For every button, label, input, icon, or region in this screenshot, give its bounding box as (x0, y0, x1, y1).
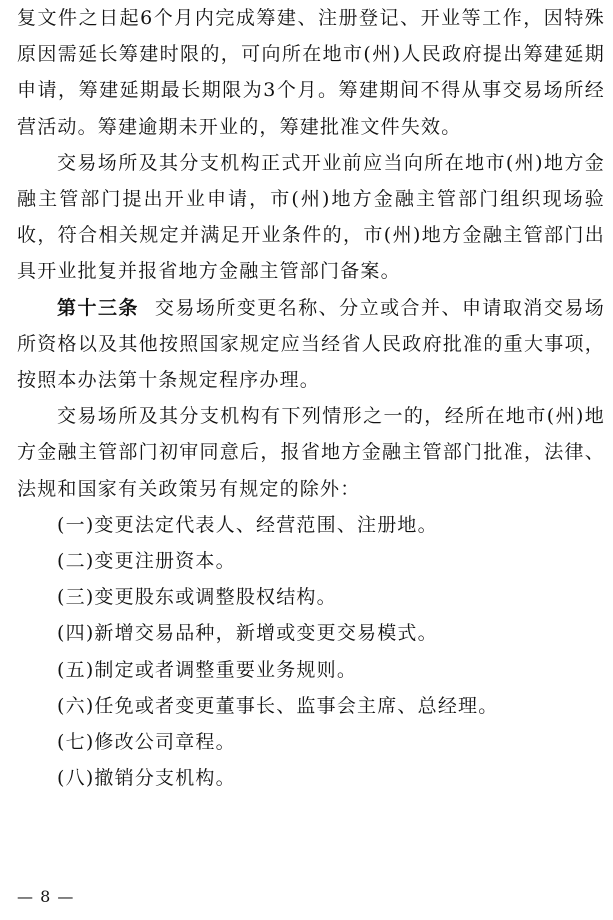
paragraph-article-13 (17, 290, 605, 399)
paragraph-1: 复文件之日起6个月内完成筹建、注册登记、开业等工作，因特殊原因需延长筹建时限的，可向所在地市(州)人民政府提出筹建延期申请，筹建延期最长期限为3个月。筹建期间不得从事交易场所经营活动。筹建逾期未开业的，筹建批准文件失效。 (17, 7, 605, 138)
list-item-3: (三)变更股东或调整股权结构。 (57, 586, 337, 609)
list-item-7: (七)修改公司章程。 (57, 731, 236, 754)
list-item-4: (四)新增交易品种，新增或变更交易模式。 (57, 622, 438, 645)
list-item-2: (二)变更注册资本。 (57, 550, 236, 573)
article-text: 交易场所变更名称、分立或合并、申请取消交易场所资格以及其他按照国家规定应当经省人民政府批准的重大事项，按照本办法第十条规定程序办理。 (17, 296, 605, 392)
paragraph-2: 交易场所及其分支机构正式开业前应当向所在地市(州)地方金融主管部门提出开业申请，市(州)地方金融主管部门组织现场验收，符合相关规定并满足开业条件的，市(州)地方金融主管部门出具开业批复并报省地方金融主管部门备案。 (17, 151, 605, 283)
document-body (17, 0, 605, 796)
list-item-5: (五)制定或者调整重要业务规则。 (57, 658, 358, 681)
list-item-8: (八)撤销分支机构。 (57, 767, 236, 790)
list-item-1: (一)变更法定代表人、经营范围、注册地。 (57, 513, 438, 536)
paragraph-4: 交易场所及其分支机构有下列情形之一的，经所在地市(州)地方金融主管部门初审同意后，报省地方金融主管部门批准，法律、法规和国家有关政策另有规定的除外： (17, 405, 605, 500)
page-number: — 8 — (17, 887, 75, 906)
list-item-6: (六)任免或者变更董事长、监事会主席、总经理。 (57, 694, 499, 717)
article-label: 第十三条 (57, 296, 139, 319)
